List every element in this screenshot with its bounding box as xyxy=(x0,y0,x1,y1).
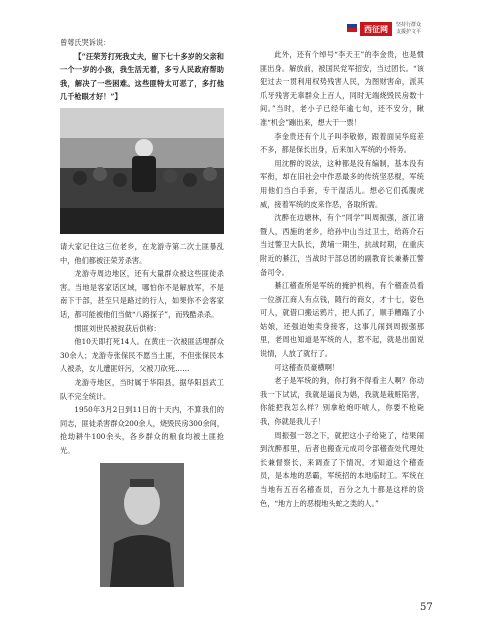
intro-line: 曾萼氏哭诉说： xyxy=(60,38,111,47)
quote-paragraph: 【“汪荣芳打死我丈夫，留下七十多岁的父亲和一个一岁的小孩，我生活无着，多亏人民政府帮助我，解决了一些困难。这些匪特太可恶了，多打他几千枪眼才好！”】 xyxy=(60,51,224,102)
paragraph-6: 1950年3月2日到11日的十天内，不算我们的同志，匪徒杀害群众200余人，烧毁民房300余间，抢劫耕牛100余头，各乡群众的粮食均被土匪抢光。 xyxy=(60,405,225,455)
header-slogan xyxy=(396,22,456,36)
paragraph-2: 龙游寺周边地区，还有大量群众被这些匪徒杀害。当地是客家话区域，哪怕你不是解放军，不是南下干部，甚至只是路过的行人，如果你不会客家话，都可能被他们当做“八路探子”，而残酷杀杀。 xyxy=(60,269,224,319)
left-column xyxy=(60,36,224,587)
slogan-line-1: 坚持行群众 xyxy=(396,22,422,28)
right-paragraph-7: 老子是军统的狗，你打狗不得看主人啊？你动我一下试试，我就是逼良为娼，我就是栽赃陷害，你能把我怎么样？别拿枪炮吓唬人，你要不枪毙我，你就是我儿子！ xyxy=(260,376,424,427)
right-paragraph-3: 用沈醉的说法，这种都是没有编制，基本没有军衔，却在旧社会中作恶最多的传统坚恶棍，军统用他们当白手套，专干湿活儿。想必它们孤腹虎威，接着军统的皮来作恶，各取所需。 xyxy=(260,158,424,209)
portrait-photo xyxy=(100,463,184,587)
page-number: 57 xyxy=(420,602,433,613)
paragraph-5: 龙游寺地区，当时属于华阳县，据华阳县武工队不完全统计。 xyxy=(60,377,224,401)
flag-icon xyxy=(346,22,358,34)
right-paragraph-5: 綦江稽查所是军统的掩护机构，有个稽查员看一位浙江商人有点钱，随行的商女，才十七，姿色可人，就借口搬运鸦片，把人抓了，顺手糟蹋了小姑娘，还强迫她卖身接客，这事儿闹到周振强那里，老周也知道是军统的人，惹不起，就是出面说说情，人放了就行了。 xyxy=(260,281,424,359)
crowd-photo-image xyxy=(60,108,224,234)
paragraph-3: 惯匪刘世民被捉获后供称： xyxy=(74,323,161,333)
slogan-line-2: 支援护文平 xyxy=(396,29,422,35)
portrait-photo-image xyxy=(100,463,184,587)
paragraph-4: 他10天即打死14人。在黄庄一次被匪活埋群众30余人；龙游寺张保民不愿当土匪，不但张保民本人被杀，女儿遭匪奸污，父被刀砍死…… xyxy=(60,337,224,374)
right-paragraph-4: 沈醉在边塘林，有个“同学”叫周振强，浙江诸暨人，西施的老乡，给孙中山当过卫士，给蒋介石当过警卫大队长，黄埔一期生，抗战时期，在重庆附近的綦江，当战时干部总团的副教育长兼綦江警备司令。 xyxy=(260,213,424,277)
crowd-photo xyxy=(60,108,224,234)
right-column xyxy=(260,48,424,510)
right-paragraph-2: 李金贵还有个儿子叫李敬修，跟着面吴华庭差不多，都是保长出身，后来加入军统的小特务。 xyxy=(260,131,424,155)
brand-badge[interactable]: 西征网 xyxy=(360,22,392,36)
right-paragraph-6: 可这稽查员豪横啊！ xyxy=(274,362,340,372)
header-logo xyxy=(360,22,456,38)
photo1-caption: 请大家记住这三位老乡，在龙游寺第二次土匪暴乱中，他们都被汪荣芳杀害。 xyxy=(60,241,224,265)
right-paragraph-8: 周振强一怒之下，就把这小子给毙了，结果闹到沈醉那里，后者也搬查元成司令部稽查处代理处长兼督察长，来调查了下情况，才知道这个稽查员，是本地的恶霸，军统招的本地临时工。军统在当地有五百名稽查员，百分之九十都是这样的货色，“地方上的恶棍地头蛇之类的人。” xyxy=(260,430,424,508)
right-paragraph-1: 此外，还有个绰号“李天王”的李金贵，也是惯匪出身。解放前，被国民党军招安，当过团长。“该犯过去一贯利用权势残害人民，为图财害命，派其爪牙残害无辜群众上百人，同时无端烧毁民房数十间。”当时，老小子已经年逾七旬，还不安分，瞅准“机会”蹦出来，想大干一票！ xyxy=(260,50,424,127)
